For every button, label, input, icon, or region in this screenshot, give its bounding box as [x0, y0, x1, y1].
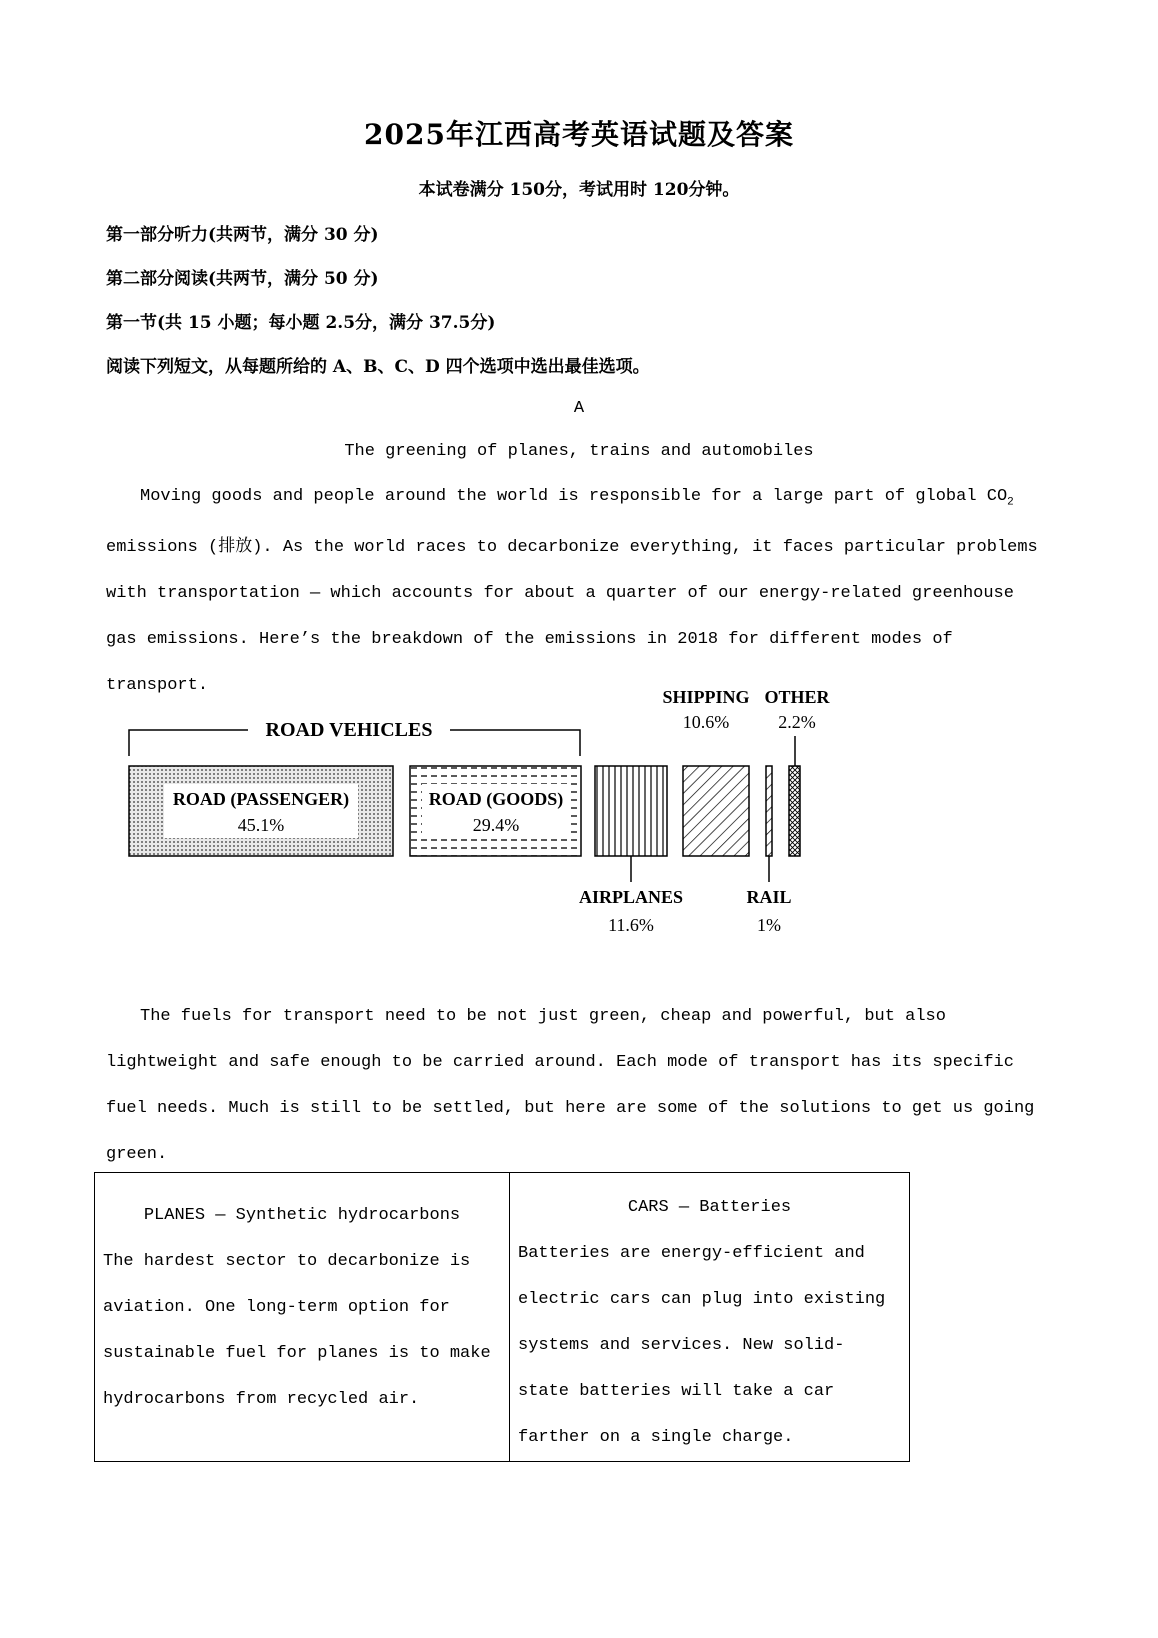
bar-rail — [766, 766, 772, 856]
label-rail: RAIL — [746, 887, 792, 907]
planes-cell — [95, 1173, 510, 1462]
co2-subscript: 2 — [1007, 496, 1014, 509]
emissions-chart — [120, 686, 880, 950]
bar-other — [789, 766, 800, 856]
cars-line-3: systems and services. New solid- — [518, 1336, 845, 1355]
label-airplanes: AIRPLANES — [578, 887, 684, 907]
paragraph-2 — [106, 994, 1056, 1178]
planes-line-3: sustainable fuel for planes is to make — [103, 1344, 491, 1363]
page-title: 2025年江西高考英语试题及答案 — [364, 118, 794, 151]
para2-line-4: green. — [106, 1145, 168, 1164]
para1-line-3: with transportation — which accounts for about a quarter of our energy-related greenhouse — [106, 584, 1014, 604]
para1-line-5: transport. — [106, 676, 209, 696]
value-airplanes: 11.6% — [608, 915, 654, 935]
cars-cell — [510, 1173, 910, 1462]
planes-title: PLANES — Synthetic hydrocarbons — [143, 1206, 461, 1225]
value-rail: 1% — [757, 915, 781, 935]
instruction: 阅读下列短文，从每题所给的 A、B、C、D 四个选项中选出最佳选项。 — [106, 357, 650, 377]
para1-line-1: Moving goods and people around the world is responsible for a large part of global $CO_2$ — [140, 487, 1014, 509]
section1-heading: 第一节(共 15 小题；每小题 2.5分，满分 37.5分) — [106, 313, 496, 333]
value-shipping: 10.6% — [682, 712, 730, 732]
label-shipping: SHIPPING — [662, 686, 750, 707]
para2-line-1: The fuels for transport need to be not just green, cheap and powerful, but also — [140, 1007, 946, 1026]
label-other: OTHER — [764, 686, 830, 707]
cars-line-2: electric cars can plug into existing — [518, 1290, 886, 1309]
passage-title: The greening of planes, trains and automobiles — [344, 442, 814, 461]
para2-line-2: lightweight and safe enough to be carried around. Each mode of transport has its specific — [106, 1053, 1014, 1072]
bar-shipping — [683, 766, 749, 856]
planes-line-4: hydrocarbons from recycled air. — [103, 1390, 420, 1409]
cars-title: CARS — Batteries — [627, 1198, 792, 1217]
para1-line-2: emissions (排放). As the world races to decarbonize everything, it faces particular problems — [106, 538, 1038, 558]
value-other: 2.2% — [778, 712, 816, 732]
label-road-passenger: ROAD (PASSENGER) — [172, 789, 350, 809]
planes-line-1: The hardest sector to decarbonize is — [103, 1252, 471, 1271]
value-road-passenger: 45.1% — [237, 815, 285, 835]
para2-line-3: fuel needs. Much is still to be settled, but here are some of the solutions to get us going — [106, 1099, 1035, 1118]
exam-info: 本试卷满分 150分，考试用时 120分钟。 — [418, 180, 740, 200]
bar-airplanes — [595, 766, 667, 856]
value-road-goods: 29.4% — [472, 815, 520, 835]
cars-line-4: state batteries will take a car — [518, 1382, 835, 1401]
planes-line-2: aviation. One long-term option for — [103, 1298, 450, 1317]
part1-heading: 第一部分听力(共两节，满分 30 分) — [106, 225, 379, 245]
passage-letter: A — [573, 399, 585, 418]
label-road-goods: ROAD (GOODS) — [428, 789, 564, 809]
part2-heading: 第二部分阅读(共两节，满分 50 分) — [106, 269, 379, 289]
road-vehicles-label: ROAD VEHICLES — [265, 719, 433, 741]
cars-line-5: farther on a single charge. — [518, 1428, 794, 1447]
para1-line-4: gas emissions. Here’s the breakdown of the emissions in 2018 for different modes of — [106, 630, 953, 650]
paragraph-1 — [106, 474, 1056, 709]
solutions-table — [94, 1172, 910, 1462]
cars-line-1: Batteries are energy-efficient and — [518, 1244, 865, 1263]
